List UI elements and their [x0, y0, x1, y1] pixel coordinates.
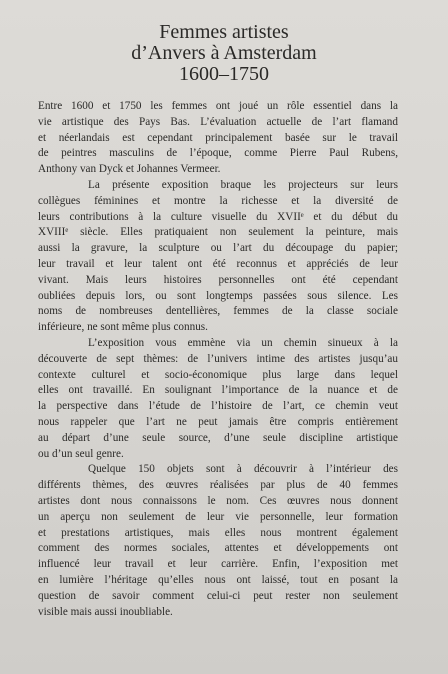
title-dates: 1600–1750 — [179, 63, 269, 85]
panel-body-text — [38, 99, 398, 620]
text-line: XVIIIᵉ siècle. Elles pratiquaient non seulement la peinture, mais — [38, 226, 398, 239]
text-line: noms de nombreuses dentellières, femmes de la classe sociale — [38, 305, 398, 318]
text-line: en lumière l’héritage qu’elles nous ont laissé, tout en posant la — [38, 573, 398, 586]
text-line: collègues féminines et montre la richesse et la diversité de — [38, 194, 398, 207]
text-line: Anthony van Dyck et Johannes Vermeer. — [38, 163, 221, 176]
text-line: L’exposition vous emmène via un chemin sinueux à la — [88, 336, 398, 349]
text-line: ou d’un seul genre. — [38, 447, 124, 460]
paragraph-intro — [38, 99, 398, 178]
text-line: leurs contributions à la culture visuelle du XVIIᵉ et du début du — [38, 210, 398, 223]
text-line: de peintres masculins de l’époque, comme Pierre Paul Rubens, — [38, 147, 398, 160]
panel-title — [0, 22, 448, 85]
text-line: aussi la gravure, la sculpture ou l’art du découpage du papier; — [38, 242, 398, 255]
text-line: oubliées depuis lors, ou sont longtemps passées sous silence. Les — [38, 289, 398, 302]
text-line: question de savoir comment celui-ci peut rester non seulement — [38, 589, 398, 602]
text-line: la perspective dans l’étude de l’histoire de l’art, ce chemin veut — [38, 400, 398, 413]
text-line: inférieure, ne sont même plus connus. — [38, 321, 208, 334]
paragraph-objects — [38, 462, 398, 620]
text-line: influencé leur travail et leur carrière. Enfin, l’exposition met — [38, 558, 398, 571]
text-line: artistes dont nous connaissons le nom. Ces œuvres nous donnent — [38, 494, 398, 507]
text-line: nous rappeler que l’art ne peut jamais être compris entièrement — [38, 415, 398, 428]
text-line: et prestations artistiques, mais elles nous montrent également — [38, 526, 398, 539]
text-line: leur travail et leur talent ont été reconnus et appréciés de leur — [38, 257, 398, 270]
text-line: un aperçu non seulement de leur vie personnelle, leur formation — [38, 510, 398, 523]
text-line: visible mais aussi inoubliable. — [38, 605, 173, 618]
text-line: comment des normes sociales, attentes et développements ont — [38, 542, 398, 555]
title-line-1: Femmes artistes — [159, 21, 289, 43]
text-line: au départ d’une seule source, d’une seule discipline artistique — [38, 431, 398, 444]
text-line: différents thèmes, des œuvres réalisées par plus de 40 femmes — [38, 479, 398, 492]
text-line: vie artistique des Pays Bas. L’évaluation actuelle de l’art flamand — [38, 115, 398, 128]
text-line: contexte culturel et socio-économique plus large dans lequel — [38, 368, 398, 381]
text-line: Quelque 150 objets sont à découvrir à l’intérieur des — [88, 463, 398, 476]
text-line: elles ont travaillé. En soulignant l’importance de la nuance et de — [38, 384, 398, 397]
paragraph-route — [38, 336, 398, 462]
title-line-2: d’Anvers à Amsterdam — [131, 42, 317, 64]
text-line: La présente exposition braque les projecteurs sur leurs — [88, 178, 398, 191]
paragraph-exhibition — [38, 178, 398, 336]
text-line: Entre 1600 et 1750 les femmes ont joué un rôle essentiel dans la — [38, 100, 398, 112]
text-line: vivant. Mais leurs histoires personnelles ont été cependant — [38, 273, 398, 286]
text-line: et néerlandais est cependant principalement basée sur le travail — [38, 131, 398, 144]
text-line: découverte de sept thèmes: de l’univers intime des artistes jusqu’au — [38, 352, 398, 365]
